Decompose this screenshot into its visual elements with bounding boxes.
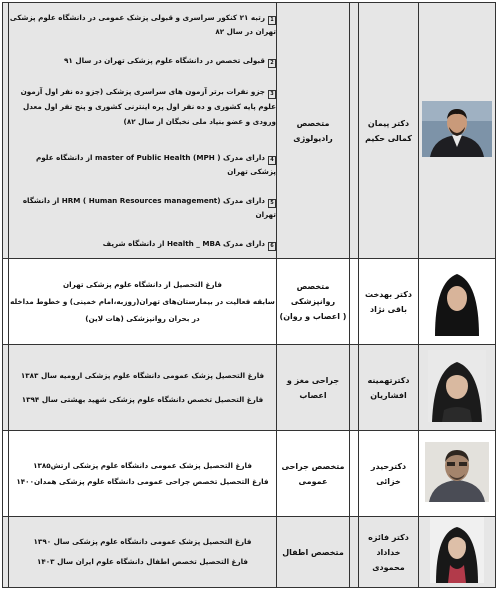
spacer-cell bbox=[350, 431, 359, 517]
name-line: دکترحیدر bbox=[370, 461, 407, 471]
list-item bbox=[9, 194, 276, 221]
specialty-line: جراحی مغز و bbox=[286, 375, 340, 385]
spacer-cell bbox=[350, 517, 359, 588]
detail-text: سابقه فعالیت در بیمارستان‌های تهران(روزبه،امام خمینی) و خطوط مداخله در بحران روانپزشکی (هات لاین) bbox=[10, 297, 275, 323]
list-item bbox=[9, 84, 276, 129]
checkbox-icon: 4 bbox=[268, 156, 276, 165]
details bbox=[9, 517, 277, 588]
photo-cell bbox=[419, 345, 496, 431]
specialty-line: متخصص bbox=[296, 118, 330, 128]
specialty bbox=[277, 517, 350, 588]
spacer-cell bbox=[350, 259, 359, 345]
doctor-photo bbox=[422, 101, 492, 157]
table-row bbox=[3, 3, 496, 259]
spacer-cell bbox=[350, 3, 359, 259]
detail-text: دارای مدرک HRM ( Human Resources management) از دانشگاه تهران bbox=[22, 195, 276, 219]
table-row bbox=[3, 517, 496, 588]
photo-cell bbox=[419, 3, 496, 259]
details bbox=[9, 3, 277, 259]
specialty bbox=[277, 345, 350, 431]
specialty-line: عمومی bbox=[298, 476, 328, 486]
list-item bbox=[9, 151, 276, 178]
details bbox=[9, 259, 277, 345]
checkbox-icon: 6 bbox=[268, 242, 276, 251]
spacer-cell bbox=[3, 345, 9, 431]
doctor-name bbox=[359, 431, 419, 517]
name-line: دکتر بهدخت bbox=[365, 289, 412, 299]
detail-text: فارغ التحصیل پزشک عمومی دانشگاه علوم پزشکی ارتش۱۳۸۵ bbox=[33, 460, 252, 470]
specialty-line: متخصص جراحی bbox=[281, 461, 345, 471]
doctor-photo bbox=[425, 442, 489, 502]
name-line: کمالی حکیم bbox=[365, 133, 412, 143]
doctor-table bbox=[2, 2, 496, 588]
name-line: دکترتهمینه bbox=[367, 375, 410, 385]
name-line: افشاریان bbox=[370, 390, 407, 400]
specialty-line: متخصص اطفال bbox=[282, 547, 344, 557]
name-line: خداداد bbox=[376, 547, 401, 557]
name-line: محمودی bbox=[372, 562, 405, 572]
specialty-line: ( اعصاب و روان) bbox=[279, 312, 347, 321]
detail-text: دارای مدرک Health _ MBA از دانشگاه شریف bbox=[102, 238, 265, 248]
details bbox=[9, 431, 277, 517]
specialty-line: رادیولوژی bbox=[293, 133, 333, 143]
photo-cell bbox=[419, 259, 496, 345]
specialty-line: متخصص bbox=[296, 282, 330, 291]
doctor-name bbox=[359, 259, 419, 345]
detail-text: فارغ التحصیل تخصص اطفال دانشگاه علوم ایران سال ۱۴۰۳ bbox=[37, 557, 248, 566]
specialty bbox=[277, 259, 350, 345]
list-item bbox=[9, 54, 276, 68]
details bbox=[9, 345, 277, 431]
specialty bbox=[277, 3, 350, 259]
name-line: باقی نژاد bbox=[370, 304, 407, 314]
specialty-line: روانپزشکی bbox=[290, 297, 336, 306]
checkbox-icon: 3 bbox=[268, 90, 276, 99]
checkbox-icon: 2 bbox=[268, 59, 276, 68]
doctor-photo bbox=[428, 350, 486, 422]
detail-text: دارای مدرک ( MPH) master of Public Health از دانشگاه علوم پزشکی تهران bbox=[35, 152, 276, 176]
specialty-line: اعصاب bbox=[299, 390, 327, 400]
spacer-cell bbox=[3, 431, 9, 517]
doctor-name bbox=[359, 517, 419, 588]
detail-text: فارغ التحصیل تخصص دانشگاه علوم پزشکی شهید بهشتی سال ۱۳۹۴ bbox=[21, 394, 264, 404]
name-line: خزائی bbox=[376, 476, 401, 486]
spacer-cell bbox=[3, 517, 9, 588]
spacer-cell bbox=[350, 345, 359, 431]
doctor-name bbox=[359, 345, 419, 431]
spacer-cell bbox=[3, 3, 9, 259]
doctor-photo bbox=[430, 517, 484, 583]
checkbox-icon: 5 bbox=[268, 199, 276, 208]
detail-text: فارغ التحصیل پزشک عمومی دانشگاه علوم پزشکی سال ۱۳۹۰ bbox=[33, 537, 252, 546]
name-line: دکتر پیمان bbox=[367, 118, 410, 128]
detail-text: جزو نفرات برتر آزمون های سراسری پزشکی (جزو ده نفر اول آزمون علوم پایه کشوری و ده نفر اول پره اینترنی کشوری و پنج نفر اول معدل ورودی و عضو بنیاد ملی نخبگان از سال ۸۲) bbox=[20, 86, 276, 126]
photo-cell bbox=[419, 517, 496, 588]
detail-text: فارغ التحصیل پزشک عمومی دانشگاه علوم پزشکی ارومیه سال ۱۳۸۳ bbox=[20, 370, 265, 380]
table-row bbox=[3, 431, 496, 517]
specialty bbox=[277, 431, 350, 517]
list-item bbox=[9, 237, 276, 251]
detail-text: فارغ التحصیل تخصص جراحی عمومی دانشگاه علوم پزشکی همدان۱۴۰۰ bbox=[16, 476, 269, 486]
checkbox-icon: 1 bbox=[268, 16, 276, 25]
name-line: دکتر فائزه bbox=[368, 532, 409, 542]
photo-cell bbox=[419, 431, 496, 517]
table-row bbox=[3, 259, 496, 345]
table-row bbox=[3, 345, 496, 431]
detail-text: فارغ التحصیل از دانشگاه علوم پزشکی تهران bbox=[63, 280, 222, 289]
spacer-cell bbox=[3, 259, 9, 345]
doctor-name bbox=[359, 3, 419, 259]
doctor-photo bbox=[429, 264, 485, 336]
detail-text: قبولی تخصص در دانشگاه علوم پزشکی تهران در سال ۹۱ bbox=[64, 55, 265, 65]
list-item bbox=[9, 11, 276, 38]
detail-text: رتبه ۲۱ کنکور سراسری و قبولی پزشک عمومی در دانشگاه علوم پزشکی تهران در سال ۸۲ bbox=[9, 12, 276, 36]
